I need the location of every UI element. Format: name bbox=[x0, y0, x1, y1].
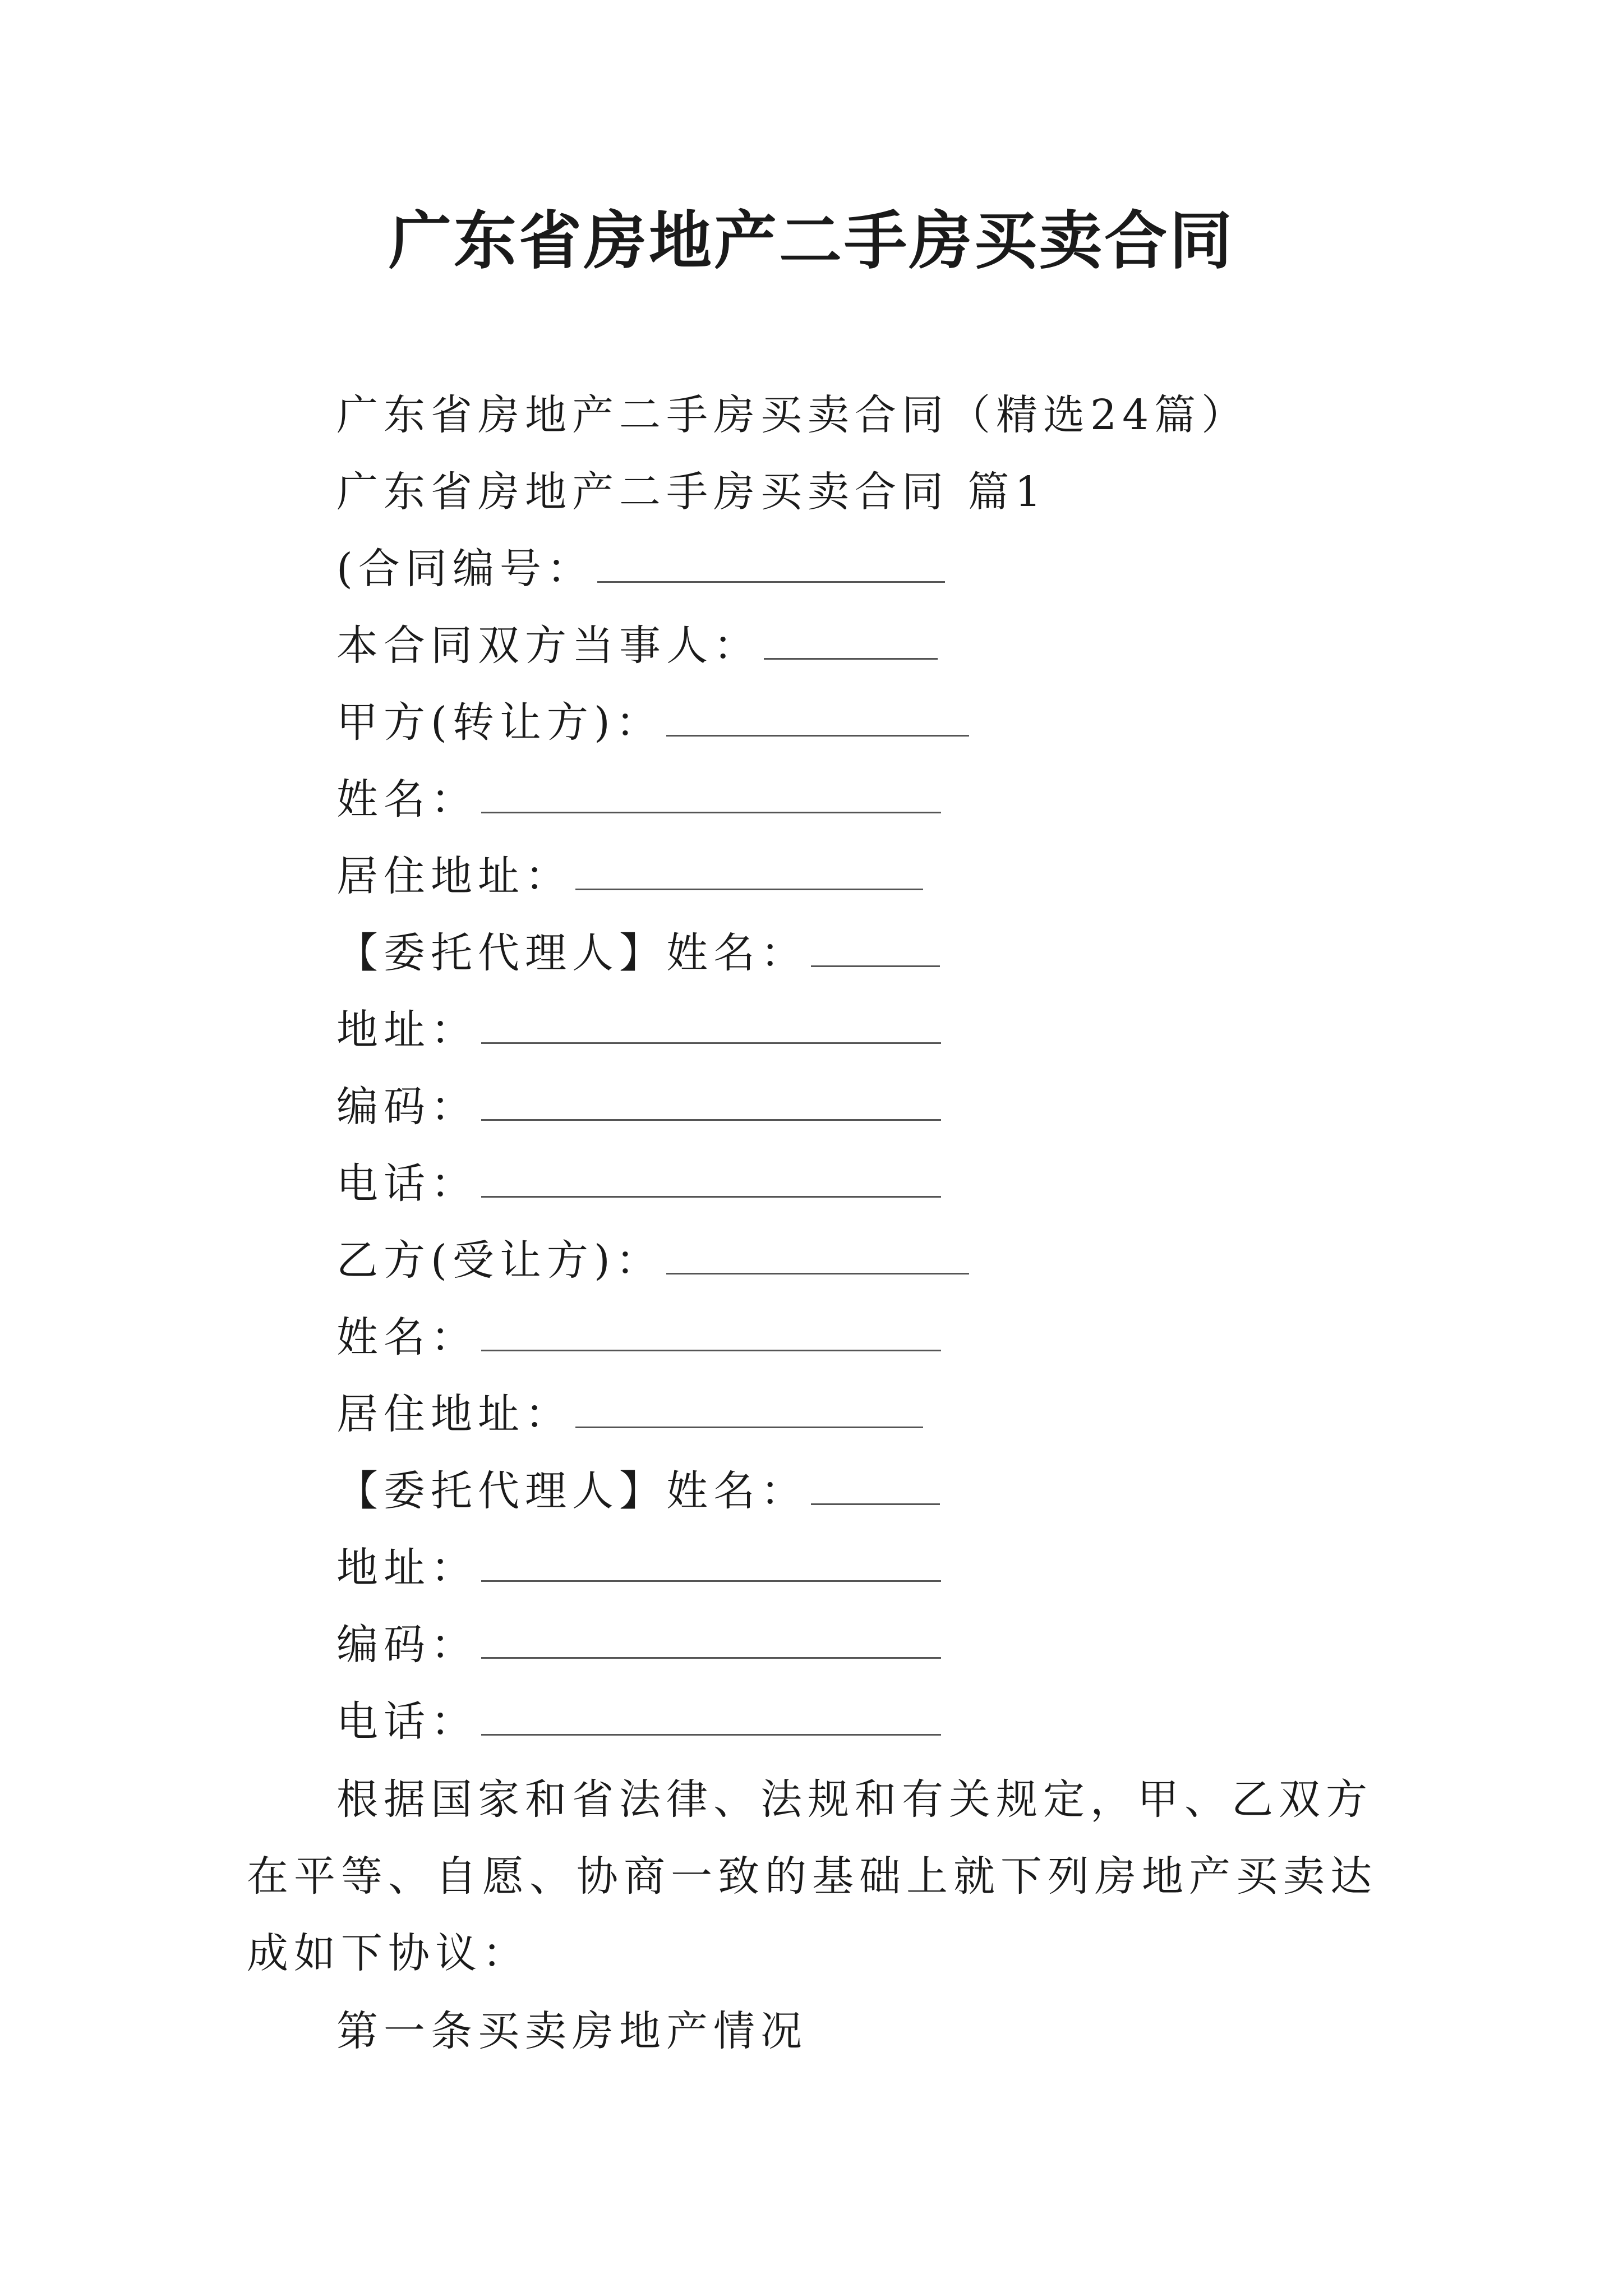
body-paragraph: 根据国家和省法律、法规和有关规定，甲、乙双方在平等、自愿、协商一致的基础上就下列房地产买卖达成如下协议： bbox=[247, 1775, 1377, 1977]
field-label: 甲方(转让方)： bbox=[336, 698, 663, 747]
field-party-a bbox=[336, 694, 969, 751]
field-label: 电话： bbox=[336, 1159, 478, 1208]
fill-blank[interactable] bbox=[575, 848, 923, 890]
field-party-a-agent bbox=[336, 925, 940, 981]
field-party-b-name bbox=[336, 1309, 941, 1365]
field-party-a-phone bbox=[336, 1156, 941, 1212]
field-party-b-agent-address bbox=[336, 1540, 941, 1596]
field-party-b-code bbox=[336, 1617, 941, 1673]
fill-blank[interactable] bbox=[811, 925, 940, 967]
field-party-a-name bbox=[336, 771, 941, 827]
fill-blank[interactable] bbox=[481, 1002, 941, 1044]
fill-blank[interactable] bbox=[666, 694, 969, 737]
field-label: 本合同双方当事人： bbox=[336, 622, 760, 670]
field-party-b bbox=[336, 1232, 969, 1289]
field-party-a-code bbox=[336, 1079, 941, 1135]
field-label: 【委托代理人】姓名： bbox=[336, 1467, 808, 1515]
field-label: (合同编号： bbox=[336, 545, 594, 593]
field-label: 居住地址： bbox=[336, 1390, 572, 1438]
fill-blank[interactable] bbox=[481, 1309, 941, 1351]
fill-blank[interactable] bbox=[811, 1463, 940, 1505]
field-label: 乙方(受让方)： bbox=[336, 1236, 663, 1285]
fill-blank[interactable] bbox=[764, 618, 938, 660]
field-party-a-agent-address bbox=[336, 1002, 941, 1058]
field-label: 【委托代理人】姓名： bbox=[336, 929, 808, 977]
document-title: 广东省房地产二手房买卖合同 bbox=[389, 204, 1234, 278]
field-label: 编码： bbox=[336, 1083, 478, 1131]
fill-blank[interactable] bbox=[481, 1079, 941, 1121]
field-party-b-address bbox=[336, 1386, 923, 1442]
fill-blank[interactable] bbox=[481, 1694, 941, 1736]
field-label: 姓名： bbox=[336, 775, 478, 823]
field-party-a-address bbox=[336, 848, 923, 904]
field-label: 地址： bbox=[336, 1544, 478, 1592]
document-subtitle: 广东省房地产二手房买卖合同（精选24篇） bbox=[336, 391, 1249, 439]
article-heading: 第一条买卖房地产情况 bbox=[336, 2007, 808, 2055]
fill-blank[interactable] bbox=[597, 541, 945, 583]
field-parties bbox=[336, 618, 938, 674]
fill-blank[interactable] bbox=[481, 1617, 941, 1659]
field-label: 地址： bbox=[336, 1006, 478, 1054]
fill-blank[interactable] bbox=[575, 1386, 923, 1428]
section-heading: 广东省房地产二手房买卖合同 篇1 bbox=[336, 468, 1047, 516]
field-party-b-agent bbox=[336, 1463, 940, 1519]
fill-blank[interactable] bbox=[481, 1156, 941, 1198]
field-label: 电话： bbox=[336, 1697, 478, 1746]
field-label: 居住地址： bbox=[336, 852, 572, 900]
field-party-b-phone bbox=[336, 1694, 941, 1750]
fill-blank[interactable] bbox=[481, 771, 941, 813]
field-label: 编码： bbox=[336, 1621, 478, 1669]
fill-blank[interactable] bbox=[481, 1540, 941, 1582]
fill-blank[interactable] bbox=[666, 1232, 969, 1274]
field-contract-number bbox=[336, 541, 945, 597]
field-label: 姓名： bbox=[336, 1313, 478, 1361]
